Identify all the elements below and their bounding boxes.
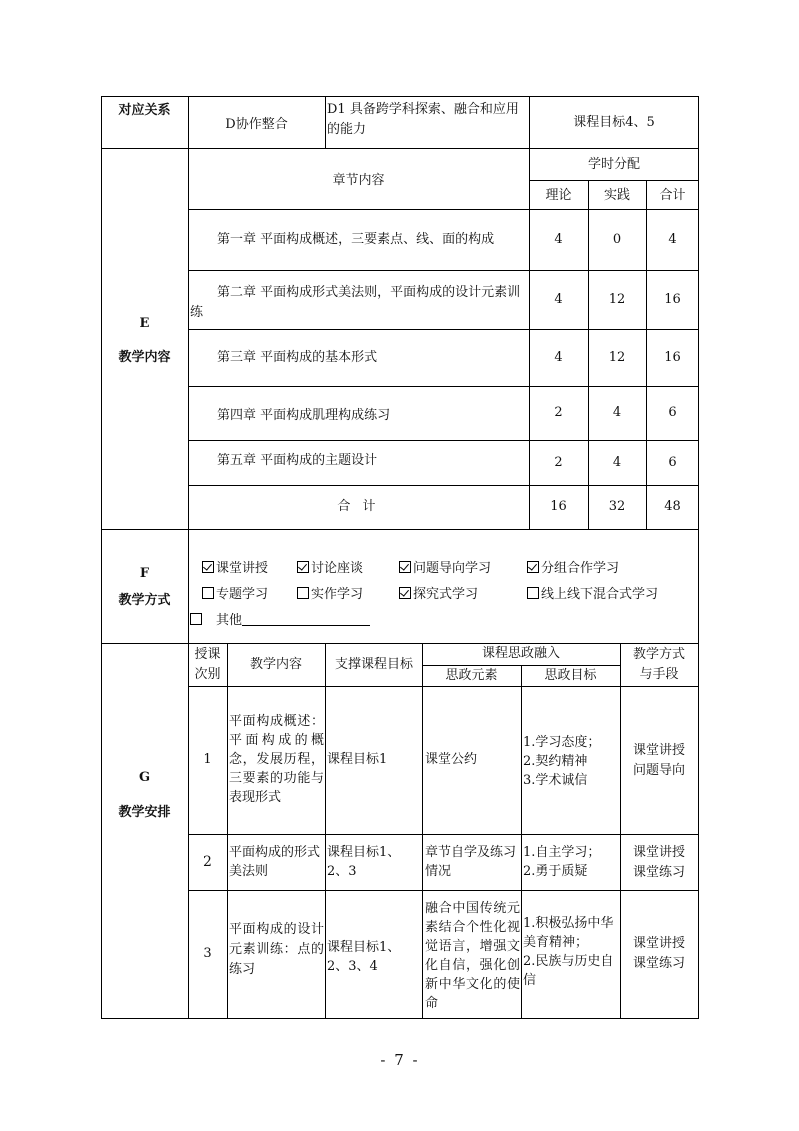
- row-d-indicator: D1 具备跨学科探索、融合和应用的能力: [327, 102, 519, 137]
- chapter-content-header: 章节内容: [332, 173, 385, 188]
- session-1-elements: 课堂公约: [425, 752, 478, 767]
- method-option-practice[interactable]: 实作学习: [297, 583, 363, 602]
- session-1-method: 课堂讲授 问题导向: [632, 743, 685, 778]
- checkbox-checked-icon[interactable]: [399, 561, 411, 573]
- practice-header: 实践: [603, 187, 630, 203]
- chapter-3-total: 16: [664, 349, 681, 365]
- checkbox-checked-icon[interactable]: [527, 561, 539, 573]
- checkbox-checked-icon[interactable]: [399, 587, 411, 599]
- page-number: - 7 -: [380, 1051, 420, 1069]
- header-session: 授课次别: [194, 647, 221, 682]
- header-goal: 支撑课程目标: [335, 657, 414, 672]
- session-3-goal: 课程目标1、2、3、4: [327, 940, 401, 974]
- session-3-content: 平面构成的设计元素训练：点的练习: [229, 922, 324, 977]
- chapter-4-theory: 2: [554, 405, 563, 420]
- checkbox-empty-icon[interactable]: [297, 587, 309, 599]
- session-3-order: 3: [203, 946, 212, 961]
- chapter-1-theory: 4: [554, 231, 563, 247]
- row-d-category: D协作整合: [225, 117, 288, 132]
- checkbox-checked-icon[interactable]: [297, 561, 309, 573]
- sum-total: 48: [664, 499, 681, 514]
- session-2-targets: 1.自主学习； 2.勇于质疑: [523, 845, 601, 879]
- session-1-targets: 1.学习态度； 2.契约精神 3.学术诚信: [523, 735, 601, 788]
- total-header: 合计: [659, 187, 686, 203]
- session-1-content: 平面构成概述：平面构成的概念，发展历程，三要素的功能与表现形式: [229, 714, 324, 805]
- chapter-2-theory: 4: [554, 291, 563, 307]
- session-3-targets: 1.积极弘扬中华美育精神； 2.民族与历史自信: [523, 916, 614, 988]
- chapter-5-practice: 4: [612, 454, 622, 470]
- checkbox-empty-icon[interactable]: [527, 587, 539, 599]
- chapter-1-practice: 0: [612, 231, 622, 247]
- session-2-method: 课堂讲授 课堂练习: [632, 845, 685, 880]
- chapter-4-practice: 4: [612, 405, 622, 420]
- method-option-group-work[interactable]: 分组合作学习: [527, 557, 619, 576]
- method-option-problem-based[interactable]: 问题导向学习: [399, 557, 491, 576]
- section-f-letter: F: [139, 566, 150, 581]
- method-option-discussion[interactable]: 讨论座谈: [297, 557, 363, 576]
- chapter-4-title: 第四章 平面构成肌理构成练习: [217, 408, 391, 423]
- method-option-inquiry[interactable]: 探究式学习: [399, 583, 478, 602]
- session-1-goal: 课程目标1: [327, 752, 388, 767]
- header-ideology-targets: 思政目标: [544, 667, 597, 683]
- section-f-label: 教学方式: [118, 593, 171, 608]
- chapter-1-title: 第一章 平面构成概述，三要素点、线、面的构成: [217, 232, 495, 247]
- row-d-label: 对应关系: [118, 103, 171, 118]
- header-method: 教学方式与手段: [632, 647, 685, 682]
- sum-label: 合 计: [337, 499, 380, 514]
- session-2-order: 2: [203, 854, 212, 870]
- chapter-2-total: 16: [664, 291, 681, 307]
- session-2-elements: 章节自学及练习情况: [425, 845, 517, 879]
- header-ideology-elements: 思政元素: [445, 667, 498, 683]
- method-option-other[interactable]: 其他: [190, 609, 370, 628]
- header-ideology: 课程思政融入: [481, 646, 560, 661]
- chapter-2-practice: 12: [608, 291, 626, 307]
- session-2-goal: 课程目标1、2、3: [327, 845, 401, 879]
- session-1-order: 1: [203, 752, 212, 767]
- session-2-content: 平面构成的形式美法则: [229, 845, 321, 879]
- checkbox-checked-icon[interactable]: [202, 561, 214, 573]
- checkbox-empty-icon[interactable]: [190, 613, 202, 625]
- method-option-blended[interactable]: 线上线下混合式学习: [527, 583, 658, 602]
- chapter-3-practice: 12: [608, 349, 626, 365]
- row-d-goal: 课程目标4、5: [573, 115, 655, 130]
- other-blank-line[interactable]: [242, 611, 370, 626]
- section-g-letter: G: [138, 770, 151, 785]
- chapter-3-theory: 4: [554, 349, 563, 365]
- section-e-label: 教学内容: [118, 350, 171, 365]
- chapter-5-total: 6: [668, 454, 677, 470]
- checkbox-empty-icon[interactable]: [202, 587, 214, 599]
- method-option-topic[interactable]: 专题学习: [202, 583, 268, 602]
- session-3-elements: 融合中国传统元素结合个性化视觉语言，增强文化自信，强化创新中华文化的使命: [425, 901, 520, 1011]
- sum-practice: 32: [608, 499, 626, 514]
- chapter-5-title: 第五章 平面构成的主题设计: [217, 453, 378, 468]
- theory-header: 理论: [545, 187, 572, 203]
- chapter-5-theory: 2: [554, 454, 563, 470]
- section-g-label: 教学安排: [118, 805, 171, 820]
- session-3-method: 课堂讲授 课堂练习: [632, 936, 685, 971]
- chapter-3-title: 第三章 平面构成的基本形式: [217, 350, 378, 365]
- header-content: 教学内容: [249, 656, 302, 672]
- chapter-1-total: 4: [668, 231, 677, 247]
- chapter-4-total: 6: [668, 405, 677, 420]
- method-option-lecture[interactable]: 课堂讲授: [202, 557, 268, 576]
- section-e-letter: E: [139, 316, 150, 331]
- sum-theory: 16: [550, 499, 567, 514]
- hours-header: 学时分配: [587, 157, 640, 172]
- chapter-2-title: 第二章 平面构成形式美法则，平面构成的设计元素训练: [190, 285, 521, 320]
